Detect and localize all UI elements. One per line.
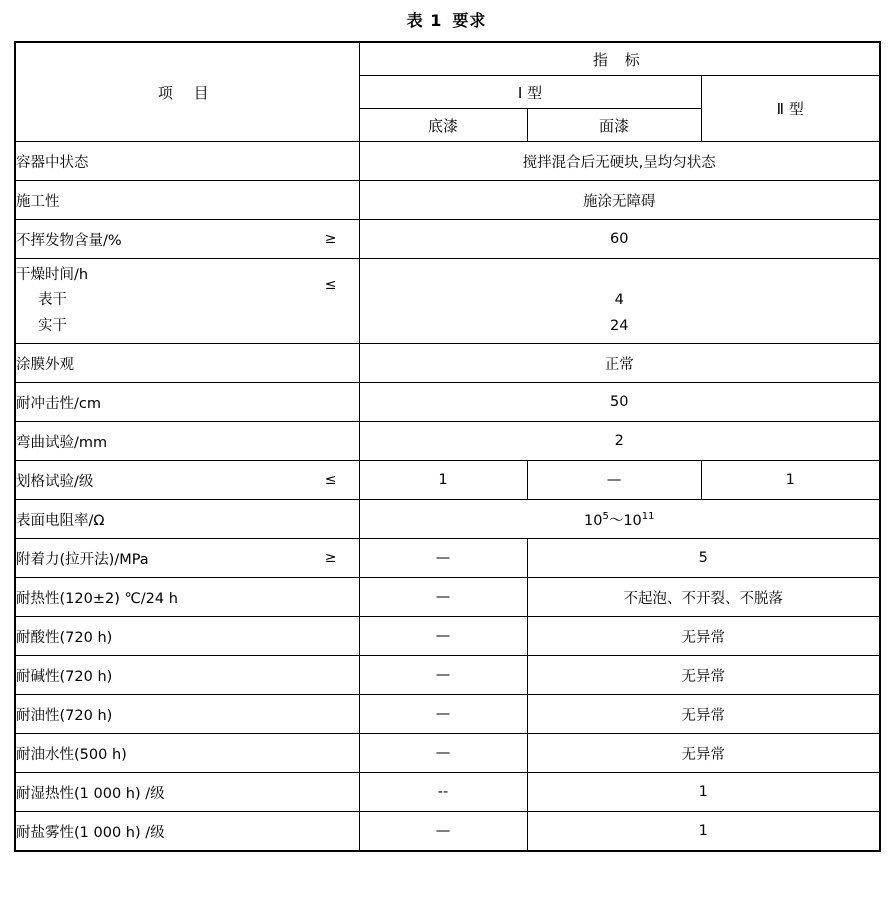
row-name (15, 578, 359, 617)
row-label: 表面电阻率/Ω (16, 512, 105, 529)
table-row (15, 461, 880, 500)
row-label: 划格试验/级 (16, 473, 94, 490)
table-row (15, 539, 880, 578)
row-value: 60 (359, 220, 880, 259)
row-value-1: 4 (614, 292, 624, 309)
row-label: 耐冲击性/cm (16, 395, 101, 412)
row-label: 耐湿热性(1 000 h) /级 (16, 785, 165, 802)
row-label: 耐热性(120±2) ℃/24 h (16, 590, 178, 607)
table-row (15, 383, 880, 422)
table-row (15, 142, 880, 181)
resistivity-exp-1: 5 (602, 510, 609, 522)
row-name (15, 181, 359, 220)
row-label: 涂膜外观 (16, 356, 74, 373)
table-row (15, 500, 880, 539)
table-row (15, 578, 880, 617)
row-value: 正常 (359, 344, 880, 383)
row-value-primer: — (359, 617, 527, 656)
row-label: 施工性 (16, 193, 60, 210)
row-sublabel-2: 实干 (38, 317, 67, 334)
row-value-rest: 1 (527, 773, 880, 812)
table-row (15, 773, 880, 812)
row-label: 附着力(拉开法)/MPa (16, 551, 149, 568)
row-value (359, 500, 880, 539)
row-value: 搅拌混合后无硬块,呈均匀状态 (359, 142, 880, 181)
row-value-rest: 不起泡、不开裂、不脱落 (527, 578, 880, 617)
resistivity-base-2: 10 (623, 512, 642, 529)
header-topcoat: 面漆 (527, 109, 701, 142)
row-value-primer: — (359, 656, 527, 695)
row-name (15, 695, 359, 734)
row-value-topcoat: — (527, 461, 701, 500)
row-value-primer: — (359, 578, 527, 617)
header-index: 指 标 (359, 42, 880, 76)
row-value-rest: 1 (527, 812, 880, 852)
table-row (15, 344, 880, 383)
row-name (15, 539, 359, 578)
requirements-table (14, 41, 881, 852)
table-row (15, 220, 880, 259)
table-row (15, 734, 880, 773)
table-row (15, 695, 880, 734)
row-value-primer: — (359, 812, 527, 852)
row-value-rest: 无异常 (527, 695, 880, 734)
row-value-primer: — (359, 539, 527, 578)
table-title-text: 要求 (452, 11, 487, 30)
row-name (15, 812, 359, 852)
row-value-rest: 5 (527, 539, 880, 578)
row-value-2: 24 (610, 317, 629, 334)
header-type-2: Ⅱ 型 (701, 76, 880, 142)
row-value-primer: 1 (359, 461, 527, 500)
row-name (15, 259, 359, 344)
table-row (15, 259, 880, 344)
row-value-rest: 无异常 (527, 734, 880, 773)
row-sublabel-1: 表干 (38, 292, 67, 309)
row-symbol: ≤ (324, 277, 337, 293)
row-name (15, 773, 359, 812)
row-value-primer: -- (359, 773, 527, 812)
row-value-rest: 无异常 (527, 617, 880, 656)
row-name (15, 500, 359, 539)
header-type-1: Ⅰ 型 (359, 76, 701, 109)
resistivity-range-sep: ～ (608, 512, 624, 529)
row-label: 耐酸性(720 h) (16, 629, 113, 646)
table-header-row-1 (15, 42, 880, 76)
table-row (15, 422, 880, 461)
row-value: 施涂无障碍 (359, 181, 880, 220)
header-primer: 底漆 (359, 109, 527, 142)
table-row (15, 656, 880, 695)
row-label: 容器中状态 (16, 154, 89, 171)
row-name (15, 220, 359, 259)
row-name (15, 383, 359, 422)
row-name (15, 656, 359, 695)
resistivity-exp-2: 11 (641, 510, 655, 522)
row-name (15, 461, 359, 500)
row-label: 干燥时间/h (16, 266, 89, 283)
row-label: 不挥发物含量/% (16, 232, 122, 249)
table-row (15, 181, 880, 220)
row-value-primer: — (359, 734, 527, 773)
table-title-label: 表 1 (406, 11, 443, 30)
row-label: 耐油性(720 h) (16, 707, 113, 724)
row-name (15, 422, 359, 461)
row-value-type2: 1 (701, 461, 880, 500)
row-symbol: ≥ (324, 550, 337, 566)
header-item: 项 目 (15, 42, 359, 142)
row-label: 耐盐雾性(1 000 h) /级 (16, 824, 165, 841)
row-label: 耐油水性(500 h) (16, 746, 127, 763)
row-symbol: ≥ (324, 231, 337, 247)
row-value (359, 259, 880, 344)
row-name (15, 344, 359, 383)
table-row (15, 617, 880, 656)
row-name (15, 142, 359, 181)
resistivity-base-1: 10 (583, 512, 603, 529)
table-row (15, 812, 880, 852)
row-value-primer: — (359, 695, 527, 734)
table-title (0, 0, 893, 41)
row-value: 2 (359, 422, 880, 461)
row-symbol: ≤ (324, 472, 337, 488)
row-name (15, 734, 359, 773)
row-name (15, 617, 359, 656)
row-value-rest: 无异常 (527, 656, 880, 695)
row-label: 弯曲试验/mm (16, 434, 108, 451)
row-label: 耐碱性(720 h) (16, 668, 113, 685)
row-value: 50 (359, 383, 880, 422)
